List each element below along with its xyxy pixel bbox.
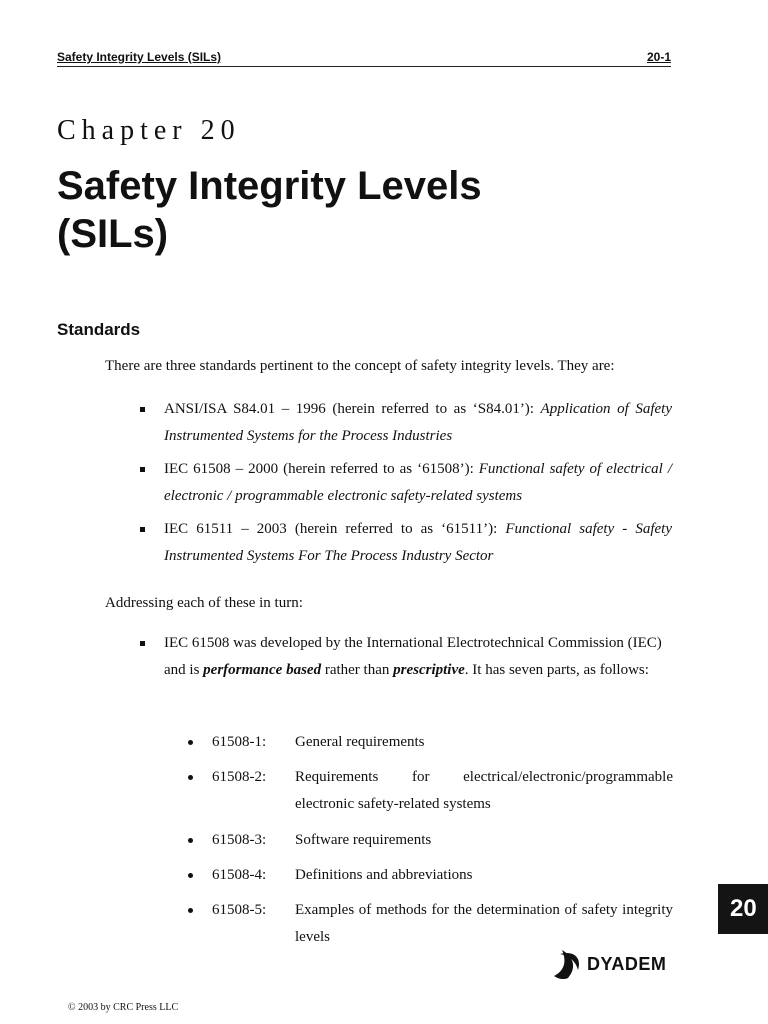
standard-text bbox=[164, 516, 672, 570]
part-description: General requirements bbox=[295, 734, 425, 750]
section-heading: Standards bbox=[57, 320, 141, 339]
round-bullet-icon bbox=[188, 838, 193, 843]
standard-text bbox=[164, 456, 672, 510]
emphasis-prescriptive: prescriptive bbox=[393, 662, 465, 678]
round-bullet-icon bbox=[188, 740, 193, 745]
round-bullet-icon bbox=[188, 908, 193, 913]
part-description: Definitions and abbreviations bbox=[295, 867, 473, 883]
addressing-paragraph: Addressing each of these in turn: bbox=[105, 595, 303, 611]
part-number: 61508-3: bbox=[212, 832, 267, 848]
logo-wordmark: DYADEM bbox=[587, 954, 667, 974]
emphasis-performance-based: performance based bbox=[203, 662, 322, 678]
intro-paragraph: There are three standards pertinent to the concept of safety integrity levels. They are: bbox=[105, 358, 615, 374]
square-bullet-icon bbox=[140, 527, 145, 532]
iec-61508-item bbox=[140, 630, 672, 684]
list-item bbox=[140, 516, 672, 570]
iec-61508-text bbox=[164, 630, 672, 684]
part-number: 61508-4: bbox=[212, 867, 267, 883]
standard-name: IEC 61508 – 2000 (herein referred to as ‘61508’): bbox=[164, 461, 479, 477]
page-number: 20-1 bbox=[646, 50, 671, 64]
part-description: Requirements for electrical/electronic/programmable electronic safety-related systems bbox=[295, 769, 673, 812]
square-bullet-icon bbox=[140, 407, 145, 412]
list-item bbox=[140, 456, 672, 510]
round-bullet-icon bbox=[188, 775, 193, 780]
standard-title: Application of Safety Instrumented Systems for the Process Industries bbox=[164, 401, 672, 444]
standard-name: ANSI/ISA S84.01 – 1996 (herein referred to as ‘S84.01’): bbox=[164, 401, 541, 417]
iec-text-part: . It has seven parts, as follows: bbox=[464, 662, 649, 678]
part-number: 61508-1: bbox=[212, 734, 267, 750]
standard-title: Functional safety - Safety Instrumented Systems For The Process Industry Sector bbox=[164, 521, 672, 564]
part-description: Software requirements bbox=[295, 832, 432, 848]
chapter-tab-marker: 20 bbox=[718, 884, 768, 934]
standard-name: IEC 61511 – 2003 (herein referred to as ‘61511’): bbox=[164, 521, 506, 537]
square-bullet-icon bbox=[140, 467, 145, 472]
part-description: Examples of methods for the determination of safety integrity levels bbox=[295, 902, 673, 945]
round-bullet-icon bbox=[188, 873, 193, 878]
dyadem-swoosh-icon bbox=[548, 946, 586, 982]
chapter-label: Chapter 20 bbox=[57, 115, 241, 146]
iec-text-part: rather than bbox=[321, 662, 394, 678]
chapter-title bbox=[57, 162, 697, 258]
part-number: 61508-5: bbox=[212, 902, 267, 918]
running-title: Safety Integrity Levels (SILs) bbox=[57, 50, 222, 64]
standard-text bbox=[164, 396, 672, 450]
iec-text-part: IEC 61508 was developed by the International Electrotechnical Commission (IEC) and is bbox=[164, 635, 662, 678]
copyright-notice: © 2003 by CRC Press LLC bbox=[68, 1002, 179, 1013]
chapter-title-line-2: (SILs) bbox=[57, 212, 169, 256]
standard-title: Functional safety of electrical / electronic / programmable electronic safety-related systems bbox=[164, 461, 672, 504]
square-bullet-icon bbox=[140, 641, 145, 646]
chapter-title-line-1: Safety Integrity Levels bbox=[57, 164, 482, 208]
part-number: 61508-2: bbox=[212, 769, 267, 785]
list-item bbox=[140, 396, 672, 450]
running-header bbox=[57, 48, 671, 67]
